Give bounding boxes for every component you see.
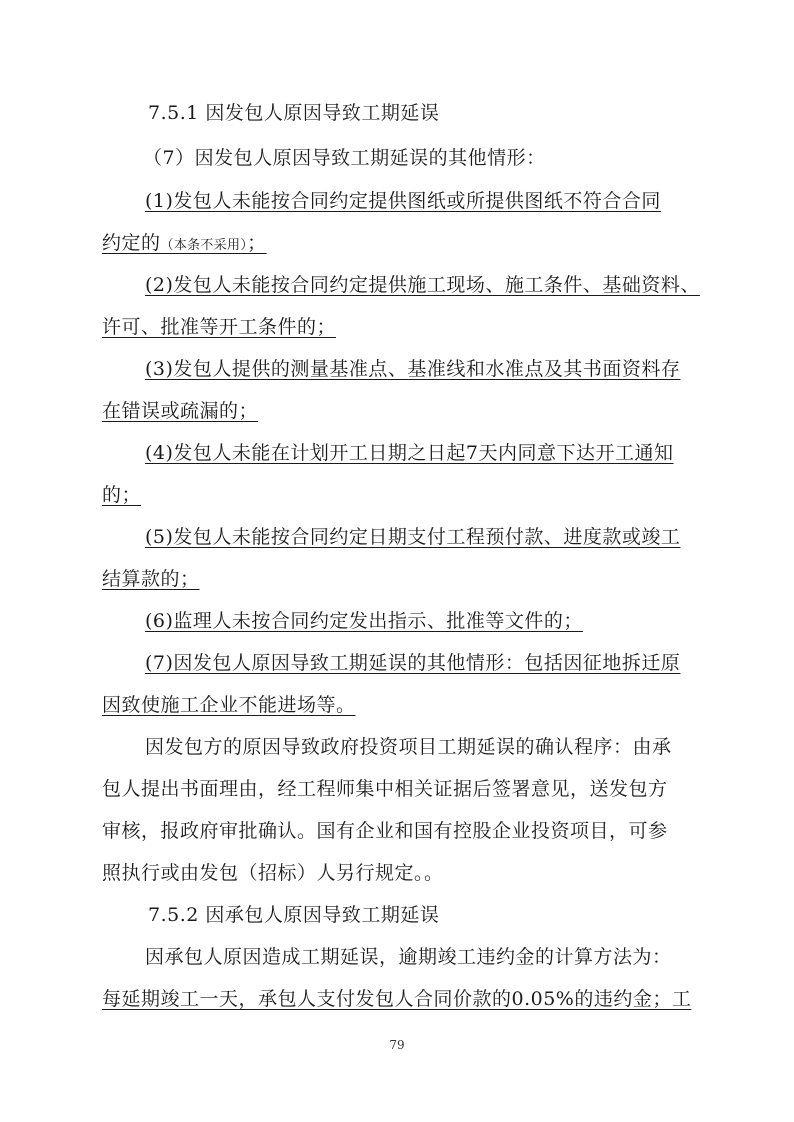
list-item-5-line2: 结算款的； (102, 568, 200, 590)
section-7-5-2-paragraph-line2: 每延期竣工一天，承包人支付发包人合同价款的0.05%的违约金；工 (102, 988, 692, 1010)
section-7-5-1-heading: 7.5.1 因发包人原因导致工期延误 (148, 102, 440, 124)
list-item-3-line1: (3)发包人提供的测量基准点、基准线和水准点及其书面资料存 (145, 358, 681, 380)
list-item-1-text: 约定的 (102, 232, 161, 254)
list-item-7-line1: (7)因发包人原因导致工期延误的其他情形：包括因征地拆迁原 (145, 652, 681, 674)
list-item-6-line1: (6)监理人未按合同约定发出指示、批准等文件的； (145, 610, 583, 632)
list-item-4-line2: 的； (102, 484, 142, 506)
list-item-5-line1: (5)发包人未能按合同约定日期支付工程预付款、进度款或竣工 (145, 526, 681, 548)
list-item-1-end: ； (247, 232, 267, 254)
procedure-paragraph-line4: 照执行或由发包（招标）人另行规定。。 (102, 862, 444, 884)
list-item-4-line1: (4)发包人未能在计划开工日期之日起7天内同意下达开工通知 (145, 442, 674, 464)
list-item-2-line2: 许可、批准等开工条件的； (102, 316, 337, 338)
list-item-1-line2 (102, 230, 267, 259)
section-7-5-2-paragraph-line1: 因承包人原因造成工期延误，逾期竣工违约金的计算方法为： (145, 946, 672, 968)
list-item-1-note: （本条不采用） (160, 238, 248, 253)
list-item-2-line1: (2)发包人未能按合同约定提供施工现场、施工条件、基础资料、 (145, 274, 700, 296)
list-item-3-line2: 在错误或疏漏的； (102, 400, 259, 422)
page-number: 79 (389, 1038, 405, 1052)
list-item-7-line2: 因致使施工企业不能进场等。 (102, 694, 356, 716)
procedure-paragraph-line3: 审核，报政府审批确认。国有企业和国有控股企业投资项目，可参 (102, 820, 668, 842)
subsection-7-heading: （7）因发包人原因导致工期延误的其他情形： (143, 147, 546, 169)
list-item-1-line1: (1)发包人未能按合同约定提供图纸或所提供图纸不符合合同 (145, 190, 661, 212)
procedure-paragraph-line2: 包人提出书面理由，经工程师集中相关证据后签署意见，送发包方 (102, 778, 668, 800)
section-7-5-2-heading: 7.5.2 因承包人原因导致工期延误 (148, 904, 440, 926)
procedure-paragraph-line1: 因发包方的原因导致政府投资项目工期延误的确认程序：由承 (145, 736, 672, 758)
